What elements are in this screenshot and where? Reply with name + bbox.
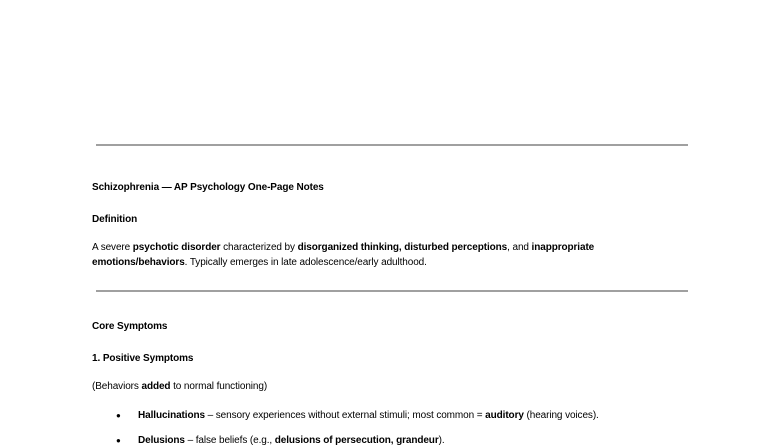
top-divider [96,144,688,146]
core-symptoms-heading-text: Core Symptoms [92,321,168,332]
bullet-desc: (hearing voices). [523,410,599,421]
definition-text: , and [507,242,532,253]
positive-symptoms-heading-text: 1. Positive Symptoms [92,353,194,364]
bullet-icon: ● [116,436,121,445]
definition-text: A severe [92,242,133,253]
bullet-desc: – false beliefs (e.g., [184,435,275,446]
note-text: (Behaviors [92,381,142,392]
bullet-emphasis: auditory [485,410,524,421]
bullet-term: Hallucinations [138,410,205,421]
core-symptoms-heading [92,320,167,333]
bullet-icon: ● [116,411,121,420]
definition-term: emotions/behaviors [92,257,185,268]
bullet-desc: – sensory experiences without external stimuli; most common = [204,410,486,421]
note-text: to normal functioning) [170,381,268,392]
middle-divider [96,290,688,292]
title-text: Schizophrenia — AP Psychology One-Page Notes [92,182,324,193]
definition-heading [92,213,137,226]
definition-heading-text: Definition [92,214,138,225]
positive-symptoms-heading [92,352,193,365]
definition-line-2 [92,256,427,269]
positive-symptoms-note [92,380,267,393]
bullet-text [138,409,599,422]
definition-line-1 [92,241,594,254]
bullet-desc: ). [438,435,445,446]
definition-term: inappropriate [531,242,595,253]
definition-term: psychotic disorder [132,242,221,253]
bullet-emphasis: delusions of persecution, grandeur [274,435,439,446]
page-title [92,181,324,194]
note-emphasis: added [141,381,171,392]
definition-text: . Typically emerges in late adolescence/early adulthood. [184,257,427,268]
definition-text: characterized by [220,242,298,253]
bullet-term: Delusions [138,435,185,446]
definition-term: disorganized thinking, disturbed perceptions [297,242,508,253]
